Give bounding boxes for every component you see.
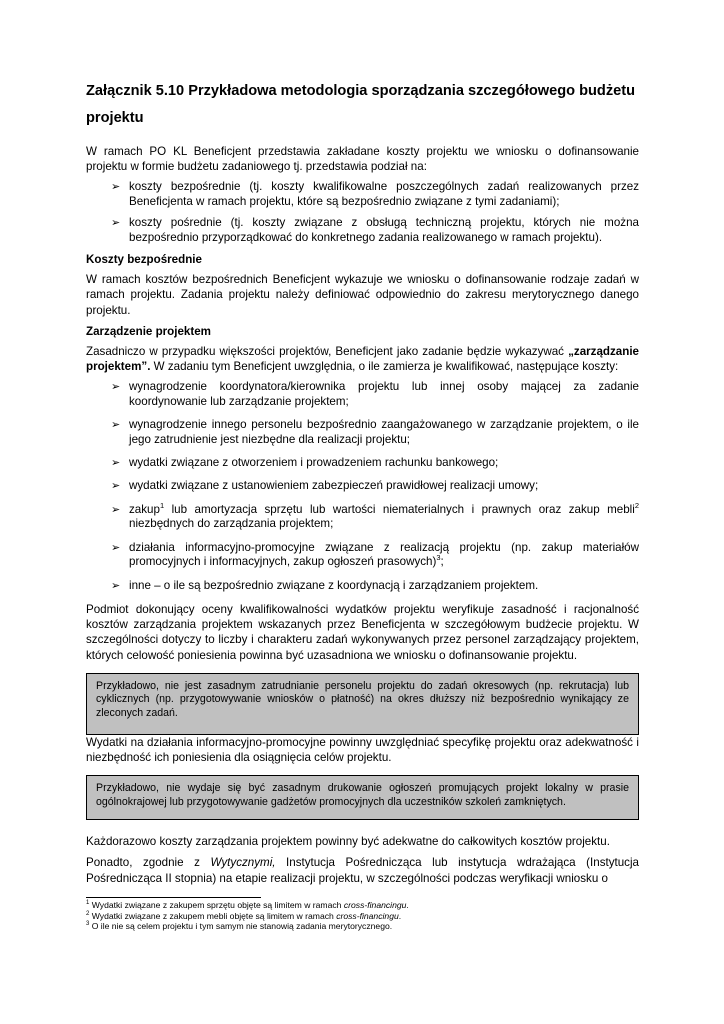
management-paragraph: Zasadniczo w przypadku większości projektów, Beneficjent jako zadanie będzie wykazywać „zarządzanie projektem”. W zadaniu tym Beneficjent uwzględnia, o ile zamierza je kwalifikować, następujące koszty: bbox=[86, 345, 639, 374]
list-item: ➢ inne – o ile są bezpośrednio związane z koordynacją i zarządzaniem projektem. bbox=[111, 578, 539, 592]
bullet-arrow-icon: ➢ bbox=[111, 181, 121, 194]
list-item: ➢ koszty bezpośrednie (tj. koszty kwalifikowalne poszczególnych zadań realizowanych przez Beneficjenta w ramach projektu, które są bezpośrednio związane z tymi zadaniami); bbox=[111, 180, 639, 208]
direct-costs-paragraph: W ramach kosztów bezpośrednich Beneficjent wykazuje we wniosku o dofinansowanie rodzaje zadań w ramach projektu. Zadania projektu należy definiować odpowiednio do zakresu merytorycznego danego projektu. bbox=[86, 273, 639, 317]
adequacy-paragraph: Każdorazowo koszty zarządzania projektem powinny być adekwatne do całkowitych kosztów projektu. bbox=[86, 835, 610, 849]
footnote-2: $^2$ Wydatki związane z zakupem mebli objęte są limitem w ramach cross-financingu. bbox=[86, 910, 402, 921]
closing-paragraph: Ponadto, zgodnie z Wytycznymi, Instytucja Pośrednicząca lub instytucja wdrażająca (Instytucja Pośrednicząca II stopnia) na etapie realizacji projektu, w szczególności podczas weryfikacji wniosku o bbox=[86, 856, 639, 885]
footnote-3: $^3$ O ile nie są celem projektu i tym samym nie stanowią zadania merytorycznego. bbox=[86, 921, 393, 932]
footnote-1: $^1$ Wydatki związane z zakupem sprzętu objęte są limitem w ramach cross-financingu. bbox=[86, 900, 409, 910]
section-heading-direct-costs: Koszty bezpośrednie bbox=[86, 253, 202, 267]
document-page bbox=[86, 78, 639, 892]
list-item: ➢ wydatki związane z ustanowieniem zabezpieczeń prawidłowej realizacji umowy; bbox=[111, 479, 539, 493]
example-box-staffing: Przykładowo, nie jest zasadnym zatrudnianie personelu projektu do zadań okresowych (np. rekrutacja) lub cyklicznych (np. przygotowywanie wniosków o płatność) na okres dłuższy niż bezpośrednio wynikający ze zleconych zadań. bbox=[86, 673, 639, 735]
example-box-promotion: Przykładowo, nie wydaje się być zasadnym drukowanie ogłoszeń promujących projekt lokalny w prasie ogólnokrajowej lub przygotowywanie gadżetów promocyjnych dla uczestników szkoleń zamkniętych. bbox=[86, 775, 639, 820]
bullet-arrow-icon: ➢ bbox=[111, 457, 121, 470]
verification-paragraph: Podmiot dokonujący oceny kwalifikowalności wydatków projektu weryfikuje zasadność i racjonalność kosztów zarządzania projektem wskazanych przez Beneficjenta w szczegółowym budżecie projektu. W szczególności dotyczy to liczby i charakteru zadań wykonywanych przez personel zarządzający projektem, których celowość poniesienia powinna być uzasadniona we wniosku o dofinansowanie projektu. bbox=[86, 602, 639, 662]
footnote-ref-2[interactable]: 2 bbox=[634, 501, 639, 511]
footnotes bbox=[86, 900, 646, 932]
list-item: ➢ koszty pośrednie (tj. koszty związane z obsługą techniczną projektu, których nie można bezpośrednio przyporządkować do konkretnego zadania realizowanego w ramach projektu). bbox=[111, 216, 639, 244]
bullet-arrow-icon: ➢ bbox=[111, 579, 121, 592]
intro-paragraph: W ramach PO KL Beneficjent przedstawia zakładane koszty projektu we wniosku o dofinansowanie projektu w formie budżetu zadaniowego tj. przedstawia podział na: bbox=[86, 145, 639, 174]
bullet-arrow-icon: ➢ bbox=[111, 480, 121, 493]
list-item: ➢ zakup$^1$ lub amortyzacja sprzętu lub wartości niematerialnych i prawnych oraz zakup mebli$^2$ niezbędnych do zarządzania projektem; bbox=[111, 501, 639, 531]
bullet-arrow-icon: ➢ bbox=[111, 217, 121, 230]
bullet-arrow-icon: ➢ bbox=[111, 381, 121, 394]
intro-list bbox=[86, 180, 639, 245]
list-item: ➢ wydatki związane z otworzeniem i prowadzeniem rachunku bankowego; bbox=[111, 456, 499, 470]
promotion-paragraph: Wydatki na działania informacyjno-promocyjne powinny uwzględniać specyfikę projektu oraz adekwatność i niezbędność ich poniesienia dla osiągnięcia celów projektu. bbox=[86, 735, 639, 764]
section-heading-management: Zarządzenie projektem bbox=[86, 324, 211, 338]
bullet-arrow-icon: ➢ bbox=[111, 541, 121, 554]
list-item: ➢ działania informacyjno-promocyjne związane z realizacją projektu (np. zakup materiałów promocyjnych i informacyjnych, zakup ogłoszeń prasowych)$^3$; bbox=[111, 540, 639, 569]
list-item: ➢ wynagrodzenie innego personelu bezpośrednio zaangażowanego w zarządzanie projektem, o ile jego zatrudnienie jest niezbędne dla realizacji projektu; bbox=[111, 418, 639, 446]
list-item: ➢ wynagrodzenie koordynatora/kierownika projektu lub innej osoby mającej za zadanie koordynowanie lub zarządzanie projektem; bbox=[111, 380, 639, 408]
management-cost-list bbox=[86, 380, 639, 592]
page-title: Załącznik 5.10 Przykładowa metodologia sporządzania szczegółowego budżetu projektu bbox=[86, 83, 636, 126]
bullet-arrow-icon: ➢ bbox=[111, 419, 121, 432]
footnote-ref-3[interactable]: 3 bbox=[436, 553, 441, 563]
bullet-arrow-icon: ➢ bbox=[111, 503, 121, 516]
footnote-ref-1[interactable]: 1 bbox=[159, 501, 165, 511]
footnote-divider bbox=[86, 897, 261, 898]
